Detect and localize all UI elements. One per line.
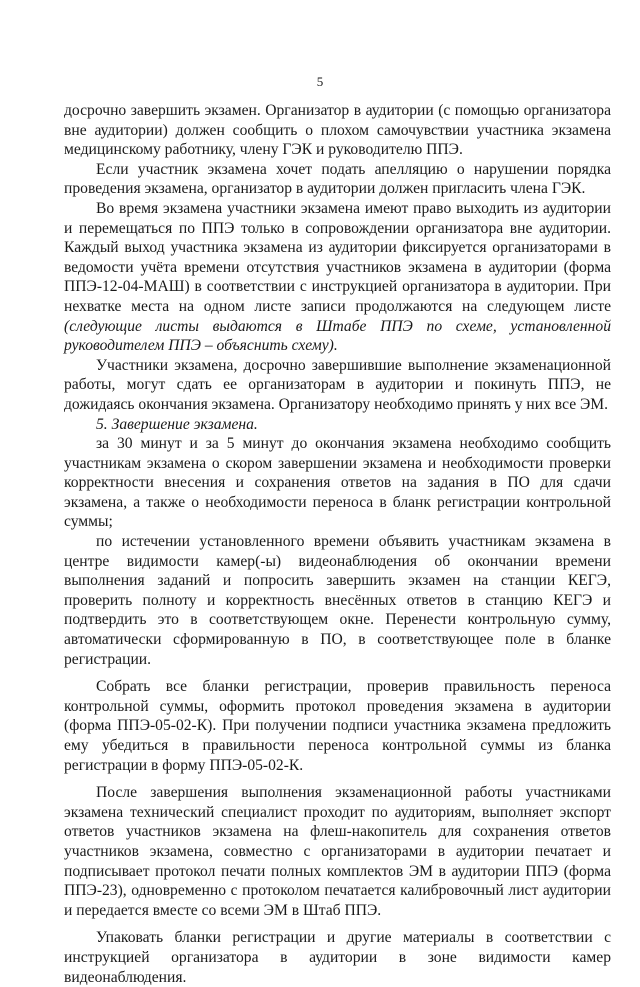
section-heading-exam-completion: [64, 415, 611, 435]
paragraph-collect-forms: Собрать все бланки регистрации, проверив правильность переноса контрольной суммы, оформить протокол проведения экзамена в аудитории (форма ППЭ-05-02-К). При получении подписи участника экзамена предложить ему убедиться в правильности переноса контрольной суммы из бланка регистрации в форму ППЭ-05-02-К.: [64, 678, 611, 774]
paragraph-early-finish: Участники экзамена, досрочно завершившие выполнение экзаменационной работы, могут сдать ее организаторам в аудитории и покинуть ППЭ, не дожидаясь окончания экзамена. Организатору необходимо принять у них все ЭМ.: [64, 356, 611, 413]
paragraph-tech-specialist: После завершения выполнения экзаменационной работы участниками экзамена технический специалист проходит по аудиториям, выполняет экспорт ответов участников экзамена на флеш-накопитель для сохранения ответов участников экзамена, совместно с организаторами в аудитории печатает и подписывает протокол печати полных комплектов ЭМ в аудитории ППЭ (форма ППЭ-23), одновременно с протоколом печатается калибровочный лист аудитории и передается вместе со всеми ЭМ в Штаб ППЭ.: [64, 784, 611, 919]
paragraph-time-warning: за 30 минут и за 5 минут до окончания экзамена необходимо сообщить участникам экзамена о скором завершении экзамена и необходимости проверки корректности внесения и сохранения ответов на задания в ПО для сдачи экзамена, а также о необходимости переноса в бланк регистрации контрольной суммы;: [64, 435, 611, 531]
document-body: [64, 101, 611, 987]
page-number: 5: [316, 74, 324, 89]
paragraph-leaving-room-text: Во время экзамена участники экзамена имеют право выходить из аудитории и перемещаться по ППЭ только в сопровождении организатора вне аудитории. Каждый выход участника экзамена из аудитории фиксируется организаторами в ведомости учёта времени отсутствия участников экзамена в аудитории (форма ППЭ-12-04-МАШ) в соответствии с инструкцией организатора в аудитории. При нехватке места на одном листе записи продолжаются на следующем листе: [64, 199, 611, 315]
paragraph-illness-notice: досрочно завершить экзамен. Организатор в аудитории (с помощью организатора вне аудитории) должен сообщить о плохом самочувствии участника экзамена медицинскому работнику, члену ГЭК и руководителю ППЭ.: [64, 102, 611, 159]
paragraph-leaving-room: [64, 199, 611, 356]
paragraph-appeal: Если участник экзамена хочет подать апелляцию о нарушении порядка проведения экзамена, организатор в аудитории должен пригласить члена ГЭК.: [64, 160, 611, 198]
paragraph-pack-materials: Упаковать бланки регистрации и другие материалы в соответствии с инструкцией организатора в аудитории в зоне видимости камер видеонаблюдения.: [64, 929, 611, 986]
section-heading-text: 5. Завершение экзамена.: [96, 415, 258, 433]
paragraph-leaving-room-italic: (следующие листы выдаются в Штабе ППЭ по схеме, установленной руководителем ППЭ – объяснить схему).: [64, 317, 611, 355]
paragraph-time-expired: по истечении установленного времени объявить участникам экзамена в центре видимости камер(-ы) видеонаблюдения об окончании времени выполнения заданий и попросить завершить экзамен на станции КЕГЭ, проверить полноту и корректность внесённых ответов в станцию КЕГЭ и подтвердить это в соответствующем окне. Перенести контрольную сумму, автоматически сформированную в ПО, в соответствующее поле в бланке регистрации.: [64, 533, 611, 668]
